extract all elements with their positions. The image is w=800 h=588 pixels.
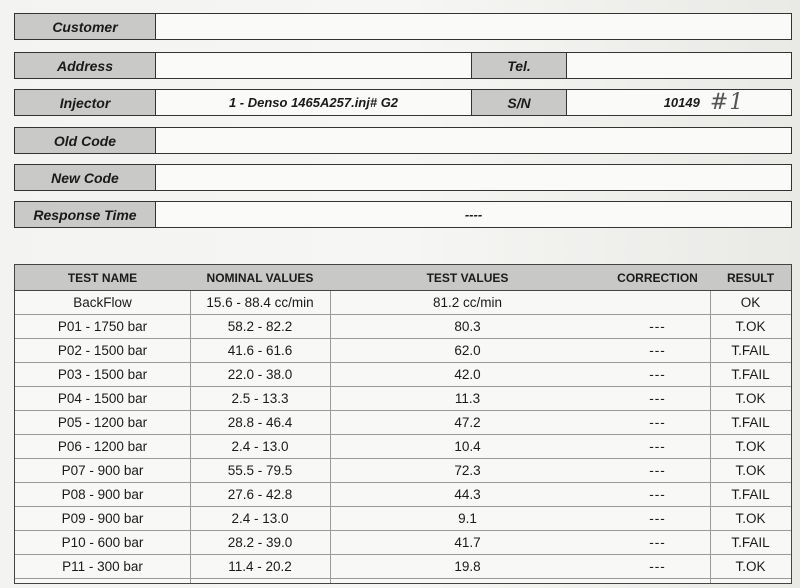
cell-test-name: P06 - 1200 bar — [57, 439, 148, 454]
table-row — [15, 459, 791, 483]
table-row — [15, 291, 791, 315]
cell-result: OK — [740, 295, 761, 310]
cell-correction: --- — [649, 343, 666, 358]
cell-nominal-value: 2.4 - 13.0 — [231, 511, 289, 526]
cell-correction — [605, 291, 710, 314]
cell-nominal-value: 27.6 - 42.8 — [227, 487, 293, 502]
cell-test-name: P02 - 1500 bar — [57, 343, 148, 358]
cell-correction: --- — [649, 463, 666, 478]
cell-nominal-value: 28.8 - 46.4 — [227, 415, 293, 430]
cell-correction: --- — [649, 319, 666, 334]
address-row — [14, 52, 792, 79]
table-row — [15, 387, 791, 411]
cell-test-value: 62.0 — [454, 343, 481, 358]
customer-row — [14, 13, 792, 40]
cell-nominal-value: 11.4 - 20.2 — [228, 559, 292, 574]
table-row — [15, 363, 791, 387]
old-code-row — [14, 127, 792, 154]
customer-label: Customer — [15, 14, 156, 39]
cell-nominal-value: 58.2 - 82.2 — [227, 319, 293, 334]
cell-test-value: 44.3 — [454, 487, 481, 502]
cell-result: T.OK — [735, 319, 766, 334]
cell-test-name: P11 - 300 bar — [62, 559, 143, 574]
address-value — [156, 53, 471, 78]
cell-test-name: P04 - 1500 bar — [57, 391, 148, 406]
cell-result: T.FAIL — [731, 535, 770, 550]
cell-result: T.OK — [735, 463, 766, 478]
injector-label: Injector — [15, 90, 156, 115]
col-correction: CORRECTION — [617, 271, 698, 285]
cell-correction: --- — [649, 559, 666, 574]
new-code-value — [156, 165, 791, 190]
sn-label: S/N — [471, 90, 567, 115]
cell-test-name: P10 - 600 bar — [61, 535, 144, 550]
cell-nominal-value: 41.6 - 61.6 — [227, 343, 293, 358]
cell-result: T.FAIL — [731, 487, 770, 502]
new-code-label: New Code — [15, 165, 156, 190]
tel-value — [567, 53, 791, 78]
table-header — [15, 265, 791, 291]
cell-test-value: 81.2 cc/min — [432, 295, 503, 310]
cell-test-value: 72.3 — [454, 463, 481, 478]
cell-test-value: 9.1 — [458, 511, 477, 526]
cell-correction: --- — [649, 439, 666, 454]
response-time-label: Response Time — [15, 202, 156, 227]
tel-label: Tel. — [471, 53, 567, 78]
cell-nominal-value: 22.0 - 38.0 — [227, 367, 293, 382]
col-result: RESULT — [726, 271, 775, 285]
cell-nominal-value: 28.2 - 39.0 — [227, 535, 293, 550]
table-row — [15, 555, 791, 579]
cell-result: T.OK — [735, 391, 766, 406]
response-time-value: ---- — [464, 207, 483, 222]
col-test-values: TEST VALUES — [426, 271, 509, 285]
injector-row — [14, 89, 792, 116]
injector-value: 1 - Denso 1465A257.inj# G2 — [228, 95, 399, 110]
table-row — [15, 483, 791, 507]
cell-result: T.OK — [735, 511, 766, 526]
cell-test-name: BackFlow — [73, 295, 132, 310]
response-time-row — [14, 201, 792, 228]
table-row — [15, 411, 791, 435]
cell-correction: --- — [649, 487, 666, 502]
cell-result: T.FAIL — [731, 415, 770, 430]
cell-test-value: 10.4 — [454, 439, 481, 454]
cell-test-value: 47.2 — [454, 415, 481, 430]
cell-test-value: 11.3 — [454, 391, 481, 406]
cell-nominal-value: 2.5 - 13.3 — [231, 391, 289, 406]
cell-test-name: P01 - 1750 bar — [57, 319, 148, 334]
cell-test-value: 19.8 — [454, 559, 481, 574]
test-results-table — [14, 264, 792, 584]
cell-test-name: P05 - 1200 bar — [57, 415, 148, 430]
cell-nominal-value: 2.4 - 13.0 — [231, 439, 289, 454]
cell-test-value: 80.3 — [454, 319, 481, 334]
table-row — [15, 531, 791, 555]
new-code-row — [14, 164, 792, 191]
sn-handwritten-note: #1 — [709, 90, 745, 115]
cell-result: T.FAIL — [731, 343, 770, 358]
cell-correction: --- — [649, 511, 666, 526]
cell-result: T.OK — [735, 559, 766, 574]
old-code-label: Old Code — [15, 128, 156, 153]
cell-test-name: P07 - 900 bar — [61, 463, 144, 478]
cell-test-name: P08 - 900 bar — [61, 487, 144, 502]
old-code-value — [156, 128, 791, 153]
cell-correction: --- — [649, 367, 666, 382]
table-row — [15, 315, 791, 339]
cell-test-name: P09 - 900 bar — [61, 511, 144, 526]
table-row — [15, 435, 791, 459]
cell-test-name: P03 - 1500 bar — [57, 367, 148, 382]
table-row — [15, 339, 791, 363]
customer-value — [156, 14, 791, 39]
cell-nominal-value: 15.6 - 88.4 cc/min — [206, 295, 314, 310]
cell-test-value: 41.7 — [454, 535, 481, 550]
cell-result: T.FAIL — [731, 367, 770, 382]
sn-field — [567, 90, 791, 115]
cell-correction: --- — [649, 391, 666, 406]
sn-value: 10149 — [663, 95, 700, 110]
table-row — [15, 507, 791, 531]
cell-test-value: 42.0 — [454, 367, 481, 382]
address-label: Address — [15, 53, 156, 78]
cell-correction: --- — [649, 535, 666, 550]
col-test-name: TEST NAME — [67, 271, 138, 285]
col-nominal-values: NOMINAL VALUES — [206, 271, 314, 285]
cell-correction: --- — [649, 415, 666, 430]
cell-nominal-value: 55.5 - 79.5 — [227, 463, 293, 478]
cell-result: T.OK — [735, 439, 766, 454]
